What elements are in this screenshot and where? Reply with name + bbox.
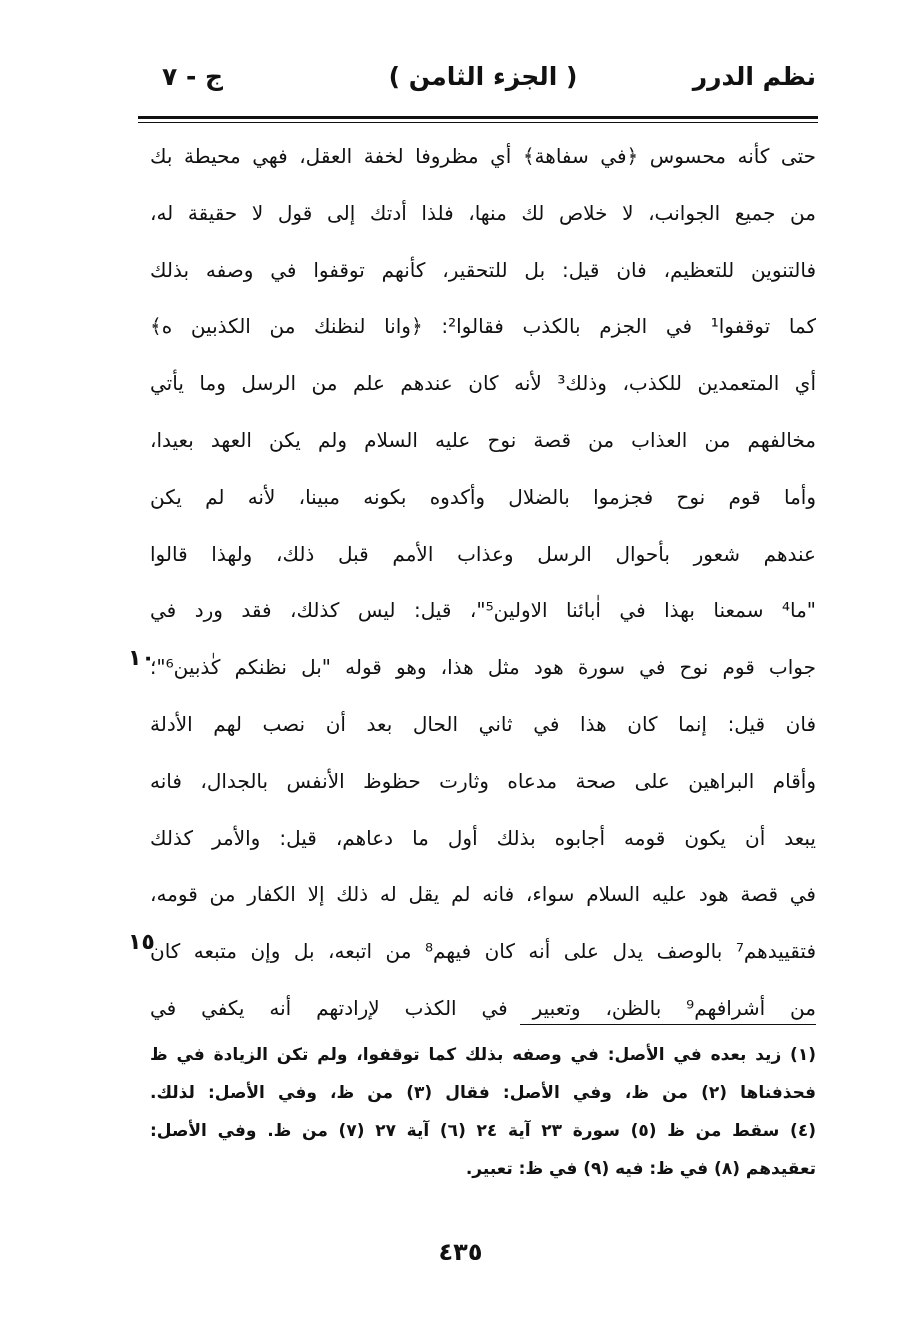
- header-rule-thin: [138, 122, 818, 123]
- text-line: وأقام البراهين على صحة مدعاه وثارت حظوظ الأنفس بالجدال، فانه: [150, 768, 816, 793]
- text-line: في قصة هود عليه السلام سواء، فانه لم يقل له ذلك إلا الكفار من قومه،: [150, 882, 816, 907]
- text-line: وأما قوم نوح فجزموا بالضلال وأكدوه بكونه مبينا، لأنه لم يكن: [150, 484, 816, 509]
- volume-label: ج - ٧: [162, 62, 224, 91]
- text-line: حتى كأنه محسوس ﴿في سفاهة﴾ أي مظروفا لخفة العقل، فهي محيطة بك: [150, 144, 816, 168]
- text-line: جواب قوم نوح في سورة هود مثل هذا، وهو قوله "بل نظنكم كٰذبين⁶"؛: [150, 655, 816, 680]
- footnote-line: فحذفناها (٢) من ظ، وفي الأصل: فقال (٣) من ظ، وفي الأصل: لذلك.: [150, 1083, 816, 1103]
- book-title: نظم الدرر: [692, 62, 816, 91]
- text-line: عندهم شعور بأحوال الرسل وعذاب الأمم قبل ذلك، ولهذا قالوا: [150, 541, 816, 566]
- text-line: فتقييدهم⁷ بالوصف يدل على أنه كان فيهم⁸ من اتبعه، بل وإن متبعه كان: [150, 939, 816, 964]
- text-line: من جميع الجوانب، لا خلاص لك منها، فلذا أدتك إلى قول لا حقيقة له،: [150, 200, 816, 225]
- page-number: ٤٣٥: [438, 1238, 483, 1266]
- footnotes: [150, 1036, 816, 1188]
- line-number-15: ١٥: [128, 930, 155, 955]
- text-line: كما توقفوا¹ في الجزم بالكذب فقالوا²: ﴿وانا لنظنك من الكذبين ه﴾: [150, 314, 816, 339]
- line-number-10: ١٠: [128, 646, 155, 671]
- part-label: ( الجزء الثامن ): [388, 62, 578, 91]
- footnote-line: تعقيدهم (٨) في ظ: فيه (٩) في ظ: تعبير.: [465, 1159, 816, 1179]
- text-line: أي المتعمدين للكذب، وذلك³ لأنه كان عندهم علم من الرسل وما يأتي: [150, 371, 816, 396]
- text-line: مخالفهم من العذاب من قصة نوح عليه السلام ولم يكن العهد بعيدا،: [150, 427, 816, 452]
- header-rule-thick: [138, 116, 818, 119]
- text-line: من أشرافهم⁹ بالظن، وتعبير في الكذب لإرادتهم أنه يكفي في: [150, 995, 816, 1020]
- footnote-line: (١) زيد بعده في الأصل: في وصفه بذلك كما توقفوا، ولم تكن الزيادة في ظ: [150, 1045, 816, 1065]
- main-text: [150, 128, 816, 1037]
- running-header: [150, 62, 816, 102]
- text-line: فالتنوين للتعظيم، فان قيل: بل للتحقير، كأنهم توقفوا في وصفه بذلك: [150, 257, 816, 282]
- text-line: يبعد أن يكون قومه أجابوه بذلك أول ما دعاهم، قيل: والأمر كذلك: [150, 825, 816, 850]
- footnote-divider: [520, 1024, 816, 1025]
- text-line: "ما⁴ سمعنا بهذا في اٰبائنا الاولين⁵"، قيل: ليس كذلك، فقد ورد في: [150, 598, 816, 623]
- footnote-line: (٤) سقط من ظ (٥) سورة ٢٣ آية ٢٤ (٦) آية ٢٧ (٧) من ظ. وفي الأصل:: [150, 1121, 816, 1141]
- text-line: فان قيل: إنما كان هذا في ثاني الحال بعد أن نصب لهم الأدلة: [150, 711, 816, 736]
